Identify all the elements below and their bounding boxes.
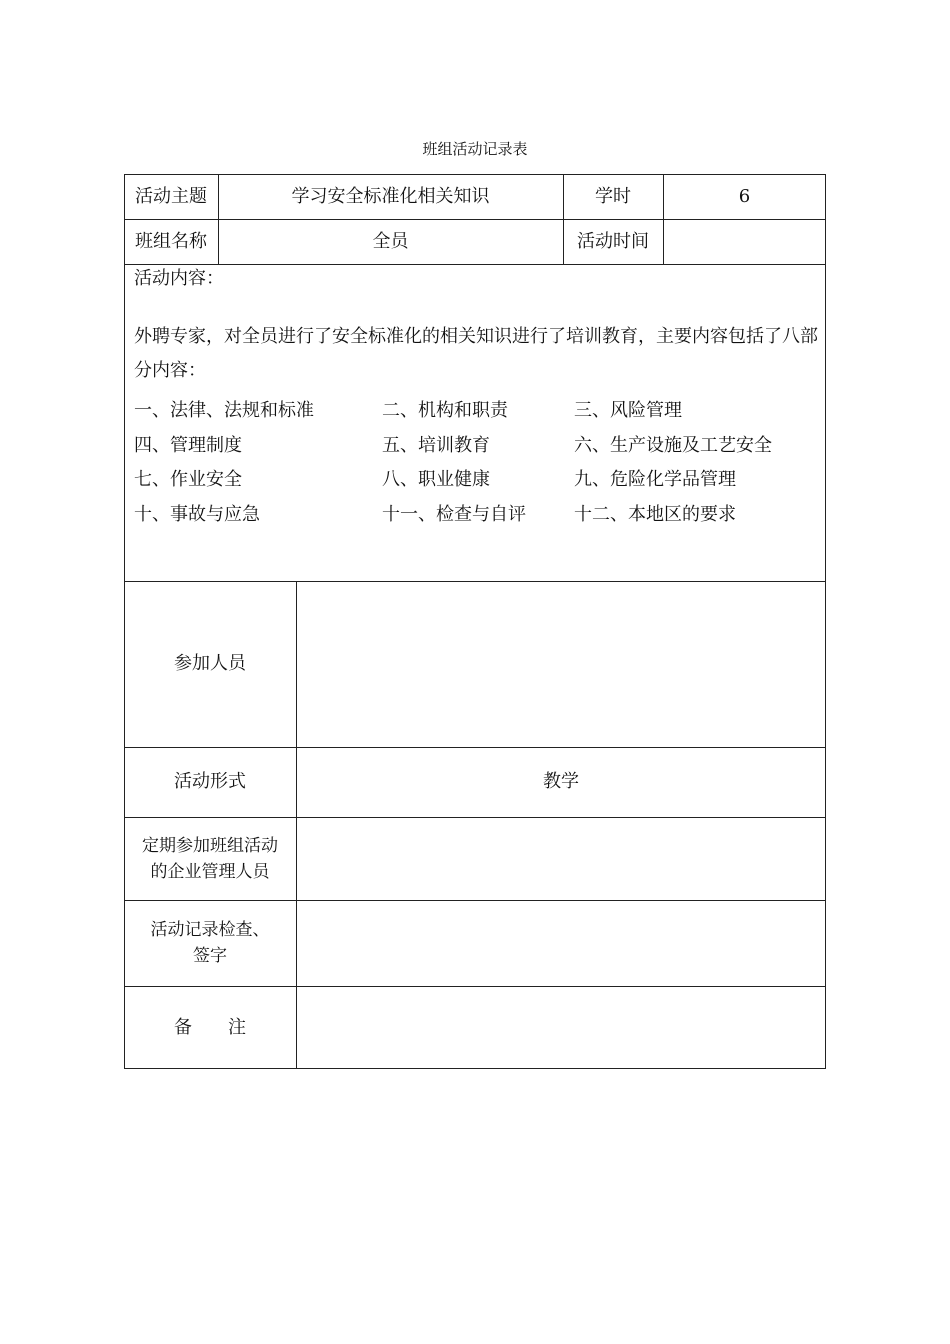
- row-divider: [124, 264, 826, 265]
- participants-label: 参加人员: [174, 653, 246, 674]
- content-paragraph: 外聘专家，对全员进行了安全标准化的相关知识进行了培训教育，主要内容包括了八部分内容：: [134, 326, 818, 381]
- check-label-line1: 活动记录检查、: [150, 920, 270, 940]
- managers-label-line2: 的企业管理人员: [150, 861, 270, 882]
- remarks-label: 备 注: [174, 1016, 246, 1038]
- theme-value[interactable]: 学习安全标准化相关知识: [291, 185, 490, 207]
- form-label: 活动形式: [174, 771, 246, 792]
- hours-value[interactable]: 6: [738, 185, 751, 207]
- list-item: 四、管理制度: [134, 435, 242, 456]
- list-item: 七、作业安全: [134, 469, 242, 490]
- list-item: 八、职业健康: [382, 469, 490, 490]
- list-item: 九、危险化学品管理: [574, 469, 736, 490]
- list-item: 十一、检查与自评: [382, 504, 526, 525]
- list-item: 二、机构和职责: [382, 400, 508, 421]
- participants-value[interactable]: [296, 581, 826, 747]
- list-item: 六、生产设施及工艺安全: [574, 435, 772, 456]
- remarks-value[interactable]: [296, 986, 826, 1069]
- form-value[interactable]: 教学: [543, 771, 579, 792]
- content-label: 活动内容：: [134, 268, 224, 289]
- check-label-line2: 签字: [193, 946, 227, 966]
- list-item: 三、风险管理: [574, 400, 682, 421]
- check-label: [124, 900, 296, 986]
- list-item: 十、事故与应急: [134, 504, 260, 525]
- managers-label-line1: 定期参加班组活动: [142, 835, 278, 856]
- list-item: 五、培训教育: [382, 435, 490, 456]
- check-value[interactable]: [296, 900, 826, 986]
- hours-label: 学时: [595, 185, 631, 207]
- theme-label: 活动主题: [135, 185, 207, 207]
- team-value[interactable]: 全员: [372, 230, 409, 252]
- time-value[interactable]: [663, 219, 826, 264]
- page-title: 班组活动记录表: [422, 140, 528, 158]
- team-label: 班组名称: [135, 230, 207, 252]
- list-item: 十二、本地区的要求: [574, 504, 736, 525]
- time-label: 活动时间: [577, 230, 649, 252]
- managers-label: [124, 817, 296, 900]
- managers-value[interactable]: [296, 817, 826, 900]
- list-item: 一、法律、法规和标准: [134, 400, 314, 421]
